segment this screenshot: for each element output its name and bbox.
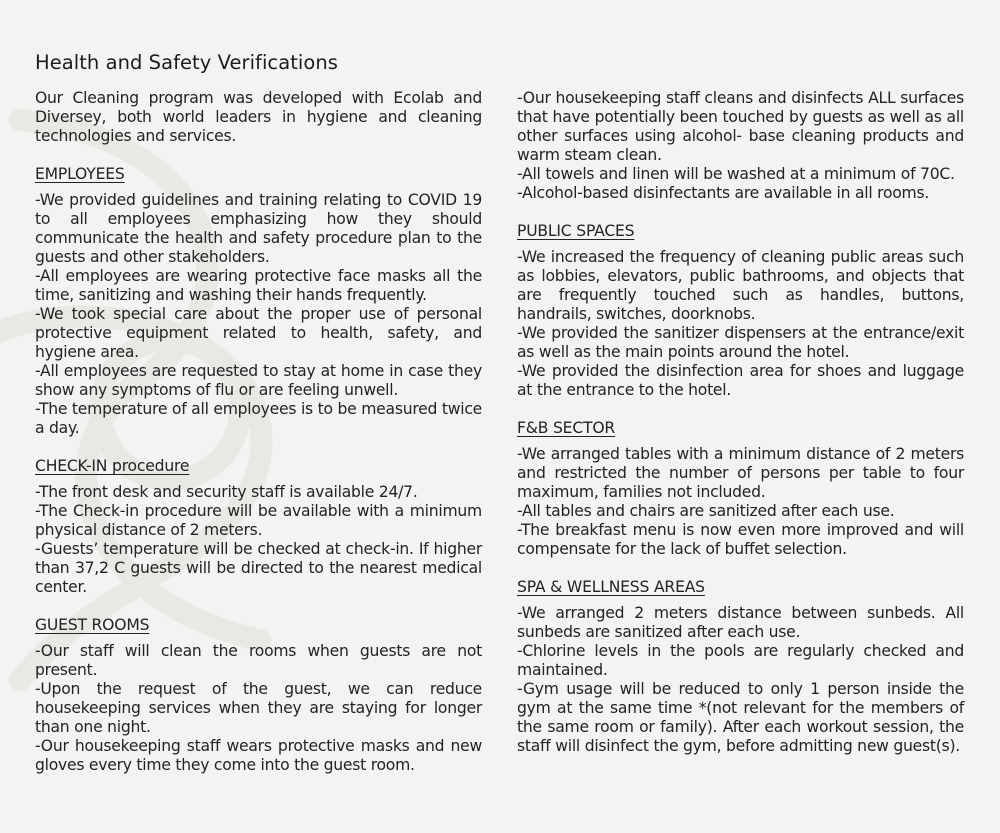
guest-rooms-item: -Upon the request of the guest, we can reduce housekeeping services when they are staying for longer than one night.: [35, 680, 482, 736]
fb-sector-heading: F&B SECTOR: [517, 419, 616, 437]
public-spaces-item: -We increased the frequency of cleaning public areas such as lobbies, elevators, public bathrooms, and objects that are frequently touched such as handles, buttons, handrails, switches, doorknobs.: [517, 248, 964, 323]
spa-item: -Gym usage will be reduced to only 1 person inside the gym at the same time *(not relevant for the members of the same room or family). After each workout session, the staff will disinfect the gym, before admitting new guest(s).: [517, 680, 964, 755]
guest-rooms-item: -Our staff will clean the rooms when guests are not present.: [35, 642, 482, 679]
right-column: [517, 89, 964, 756]
fb-sector-item: -All tables and chairs are sanitized after each use.: [517, 502, 895, 520]
public-spaces-item: -We provided the disinfection area for shoes and luggage at the entrance to the hotel.: [517, 362, 964, 399]
spa-item: -Chlorine levels in the pools are regularly checked and maintained.: [517, 642, 964, 679]
employees-item: -All employees are wearing protective face masks all the time, sanitizing and washing their hands frequently.: [35, 267, 482, 304]
guest-rooms-item: -All towels and linen will be washed at a minimum of 70C.: [517, 165, 955, 183]
checkin-heading: CHECK-IN procedure: [35, 457, 190, 475]
intro-paragraph: Our Cleaning program was developed with Ecolab and Diversey, both world leaders in hygiene and cleaning technologies and services.: [35, 89, 482, 145]
checkin-item: -The front desk and security staff is available 24/7.: [35, 483, 418, 501]
public-spaces-item: -We provided the sanitizer dispensers at the entrance/exit as well as the main points around the hotel.: [517, 324, 964, 361]
guest-rooms-item: -Alcohol-based disinfectants are available in all rooms.: [517, 184, 930, 202]
fb-sector-item: -The breakfast menu is now even more improved and will compensate for the lack of buffet selection.: [517, 521, 964, 558]
guest-rooms-item: -Our housekeeping staff cleans and disinfects ALL surfaces that have potentially been touched by guests as well as all other surfaces using alcohol- base cleaning products and warm steam clean.: [517, 89, 964, 164]
fb-sector-item: -We arranged tables with a minimum distance of 2 meters and restricted the number of persons per table to four maximum, families not included.: [517, 445, 964, 501]
guest-rooms-heading: GUEST ROOMS: [35, 616, 150, 634]
checkin-item: -The Check-in procedure will be available with a minimum physical distance of 2 meters.: [35, 502, 482, 539]
document-page: [35, 50, 967, 810]
spa-heading: SPA & WELLNESS AREAS: [517, 578, 705, 596]
employees-item: -We provided guidelines and training relating to COVID 19 to all employees emphasizing how they should communicate the health and safety procedure plan to the guests and other stakeholders.: [35, 191, 482, 266]
spa-item: -We arranged 2 meters distance between sunbeds. All sunbeds are sanitized after each use.: [517, 604, 964, 641]
employees-item: -All employees are requested to stay at home in case they show any symptoms of flu or are feeling unwell.: [35, 362, 482, 399]
public-spaces-heading: PUBLIC SPACES: [517, 222, 635, 240]
page-title: Health and Safety Verifications: [35, 51, 338, 74]
guest-rooms-item: -Our housekeeping staff wears protective masks and new gloves every time they come into the guest room.: [35, 737, 482, 774]
employees-heading: EMPLOYEES: [35, 165, 125, 183]
employees-item: -The temperature of all employees is to be measured twice a day.: [35, 400, 482, 437]
left-column: [35, 89, 482, 775]
checkin-item: -Guests’ temperature will be checked at check-in. If higher than 37,2 C guests will be directed to the nearest medical center.: [35, 540, 482, 596]
employees-item: -We took special care about the proper use of personal protective equipment related to health, safety, and hygiene area.: [35, 305, 482, 361]
